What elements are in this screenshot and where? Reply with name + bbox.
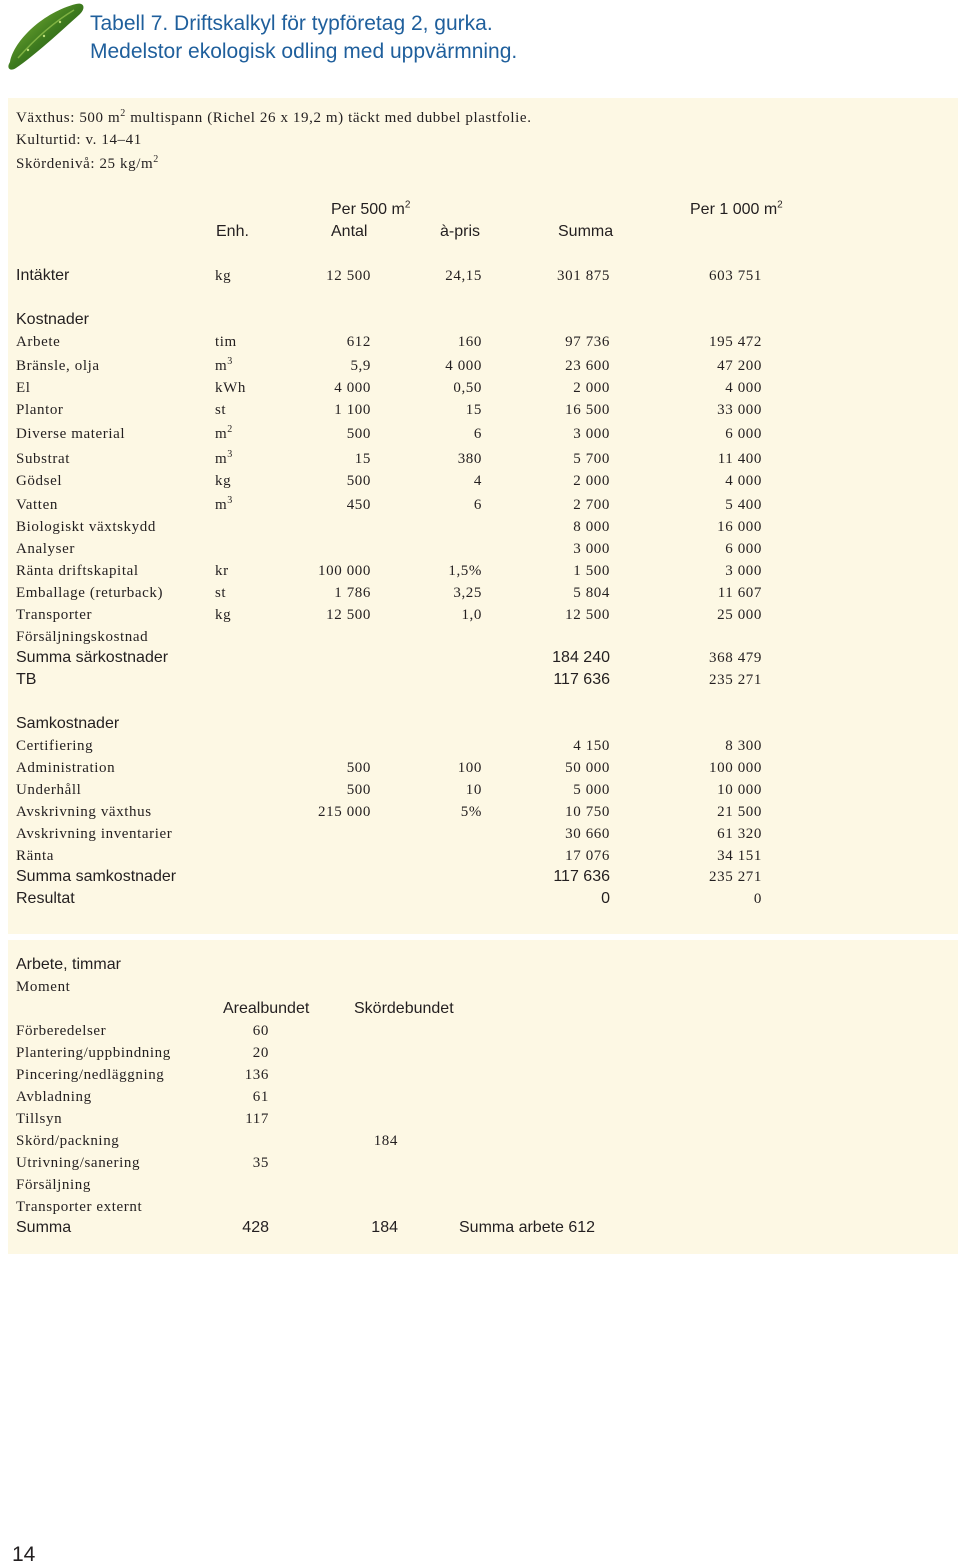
page-number: 14 (12, 1543, 36, 1566)
row-label: Diverse material (16, 426, 126, 442)
row-label: Avskrivning växthus (16, 804, 152, 820)
row-per1000: 195 472 (709, 334, 762, 350)
row-sum: 1 500 (573, 563, 610, 579)
header-quantity: Antal (331, 223, 368, 240)
row-per1000: 10 000 (717, 782, 762, 798)
header-per-500 (331, 200, 410, 220)
row-quantity: 1 100 (334, 402, 371, 418)
row-price: 15 (465, 402, 482, 418)
costs-heading: Kostnader (16, 311, 89, 328)
greenhouse-info (16, 108, 532, 128)
row-label: Försäljningskostnad (16, 629, 149, 645)
labour-row-area: 136 (244, 1067, 269, 1083)
row-sum: 5 804 (573, 585, 610, 601)
row-quantity: 5,9 (350, 358, 371, 374)
row-per1000: 21 500 (717, 804, 762, 820)
row-sum: 17 076 (565, 848, 610, 864)
row-per1000: 11 607 (717, 585, 762, 601)
labour-row-label: Pincering/nedläggning (16, 1067, 165, 1083)
row-sum: 4 150 (573, 738, 610, 754)
yield-level-sup: 2 (153, 154, 159, 165)
labour-row-area: 20 (252, 1045, 269, 1061)
header-per-1000-sup: 2 (777, 199, 783, 211)
row-per1000: 0 (753, 891, 762, 907)
row-label: Certifiering (16, 738, 94, 754)
row-price: 3,25 (453, 585, 482, 601)
row-sum: 2 700 (573, 497, 610, 513)
row-sum: 117 636 (553, 868, 610, 885)
row-quantity: 15 (354, 451, 371, 467)
labour-row-label: Försäljning (16, 1177, 91, 1193)
row-per1000: 5 400 (725, 497, 762, 513)
row-sum: 10 750 (565, 804, 610, 820)
greenhouse-text: Växthus: 500 m (16, 110, 121, 126)
title-line-1: Tabell 7. Driftskalkyl för typföretag 2, gurka. (90, 12, 493, 35)
yield-level (16, 154, 159, 174)
row-unit: kr (215, 563, 229, 579)
row-unit: kg (215, 607, 232, 623)
row-label: Transporter (16, 607, 93, 623)
row-price: 4 000 (445, 358, 482, 374)
row-sum: 3 000 (573, 426, 610, 442)
row-label: TB (16, 671, 37, 688)
row-unit-sup: 3 (227, 495, 233, 506)
page-title (90, 10, 517, 66)
header-per-1000-text: Per 1 000 m (690, 201, 778, 218)
row-price: 0,50 (453, 380, 482, 396)
row-sum: 8 000 (573, 519, 610, 535)
row-quantity: 215 000 (318, 804, 371, 820)
row-label: Emballage (returback) (16, 585, 164, 601)
labour-total-yield: 184 (371, 1219, 398, 1236)
row-label: El (16, 380, 31, 396)
labour-row-label: Förberedelser (16, 1023, 107, 1039)
labour-row-label: Plantering/uppbindning (16, 1045, 171, 1061)
row-label: Ränta driftskapital (16, 563, 139, 579)
row-quantity: 500 (346, 426, 371, 442)
row-unit: st (215, 585, 227, 601)
row-price: 5% (460, 804, 482, 820)
labour-row-label: Avbladning (16, 1089, 92, 1105)
row-sum: 23 600 (565, 358, 610, 374)
row-sum: 97 736 (565, 334, 610, 350)
row-per1000: 11 400 (717, 451, 762, 467)
row-per1000: 368 479 (709, 650, 762, 666)
row-sum: 30 660 (565, 826, 610, 842)
header-per-500-text: Per 500 m (331, 201, 405, 218)
row-unit: m (215, 358, 228, 374)
labour-row-label: Transporter externt (16, 1199, 143, 1215)
row-label: Arbete (16, 334, 61, 350)
row-per1000: 6 000 (725, 541, 762, 557)
header-unit: Enh. (216, 223, 249, 240)
row-price: 1,5% (448, 563, 482, 579)
row-label: Ränta (16, 848, 54, 864)
row-per1000: 33 000 (717, 402, 762, 418)
row-unit: tim (215, 334, 237, 350)
row-per1000: 4 000 (725, 380, 762, 396)
row-quantity: 500 (346, 782, 371, 798)
row-per1000: 34 151 (717, 848, 762, 864)
row-price: 4 (473, 473, 482, 489)
title-line-2: Medelstor ekologisk odling med uppvärmning. (90, 40, 518, 63)
row-quantity: 500 (346, 760, 371, 776)
row-sum: 184 240 (552, 649, 610, 666)
row-label: Substrat (16, 451, 70, 467)
row-label: Resultat (16, 890, 75, 907)
labour-total-note: Summa arbete 612 (459, 1219, 596, 1236)
row-per1000: 4 000 (725, 473, 762, 489)
row-price: 1,0 (461, 607, 482, 623)
labour-row-yield: 184 (373, 1133, 398, 1149)
row-sum: 5 700 (573, 451, 610, 467)
row-unit-sup: 3 (227, 449, 233, 460)
header-price: à-pris (440, 223, 481, 240)
row-quantity: 12 500 (326, 607, 371, 623)
row-price: 160 (457, 334, 482, 350)
labour-row-area: 60 (252, 1023, 269, 1039)
cucumber-illustration (4, 0, 86, 72)
header-per-500-sup: 2 (404, 199, 411, 211)
labour-col-yield: Skördebundet (354, 1000, 454, 1017)
row-unit: m (215, 497, 228, 513)
row-sum: 301 875 (557, 268, 610, 284)
row-label: Underhåll (16, 782, 82, 798)
row-unit: st (215, 402, 227, 418)
row-quantity: 12 500 (326, 268, 371, 284)
labour-total-area: 428 (242, 1219, 269, 1236)
greenhouse-text-rest: multispann (Richel 26 x 19,2 m) täckt med dubbel plastfolie. (125, 110, 532, 126)
row-sum: 50 000 (565, 760, 610, 776)
row-per1000: 8 300 (725, 738, 762, 754)
row-label: Plantor (16, 402, 64, 418)
row-quantity: 100 000 (318, 563, 371, 579)
labour-moment: Moment (16, 979, 71, 995)
labour-row-label: Skörd/packning (16, 1133, 120, 1149)
row-price: 6 (473, 426, 482, 442)
row-label: Analyser (16, 541, 75, 557)
row-quantity: 4 000 (334, 380, 371, 396)
row-quantity: 612 (346, 334, 371, 350)
row-per1000: 25 000 (717, 607, 762, 623)
labour-hours-panel (8, 940, 958, 1254)
row-sum: 5 000 (573, 782, 610, 798)
row-sum: 2 000 (573, 473, 610, 489)
row-label: Administration (16, 760, 116, 776)
row-price: 100 (457, 760, 482, 776)
row-unit: m (215, 426, 228, 442)
row-label: Summa särkostnader (16, 649, 169, 666)
row-label: Gödsel (16, 473, 63, 489)
culture-time: Kulturtid: v. 14–41 (16, 132, 142, 148)
row-unit-sup: 3 (227, 356, 233, 367)
labour-total-label: Summa (16, 1219, 72, 1236)
row-unit: kg (215, 473, 232, 489)
row-unit: kg (215, 268, 232, 284)
row-price: 6 (473, 497, 482, 513)
row-per1000: 235 271 (709, 869, 762, 885)
row-label: Avskrivning inventarier (16, 826, 173, 842)
row-sum: 2 000 (573, 380, 610, 396)
row-per1000: 47 200 (717, 358, 762, 374)
row-sum: 0 (601, 890, 610, 907)
header-per-1000 (690, 200, 783, 220)
row-per1000: 3 000 (725, 563, 762, 579)
row-per1000: 6 000 (725, 426, 762, 442)
greenhouse-sup: 2 (120, 108, 126, 119)
row-unit-sup: 2 (227, 424, 233, 435)
labour-row-label: Utrivning/sanering (16, 1155, 141, 1171)
row-per1000: 61 320 (717, 826, 762, 842)
row-sum: 3 000 (573, 541, 610, 557)
row-quantity: 450 (346, 497, 371, 513)
row-price: 24,15 (445, 268, 482, 284)
labour-row-label: Tillsyn (16, 1111, 63, 1127)
row-per1000: 235 271 (709, 672, 762, 688)
row-label: Bränsle, olja (16, 358, 100, 374)
row-quantity: 500 (346, 473, 371, 489)
row-unit: kWh (215, 380, 246, 396)
labour-row-area: 61 (252, 1089, 269, 1105)
row-label: Summa samkostnader (16, 868, 177, 885)
yield-level-text: Skördenivå: 25 kg/m (16, 156, 154, 172)
row-sum: 117 636 (553, 671, 610, 688)
row-unit: m (215, 451, 228, 467)
labour-row-area: 35 (252, 1155, 269, 1171)
row-per1000: 603 751 (709, 268, 762, 284)
row-sum: 12 500 (565, 607, 610, 623)
labour-col-area: Arealbundet (223, 1000, 310, 1017)
row-price: 10 (465, 782, 482, 798)
row-per1000: 16 000 (717, 519, 762, 535)
row-price: 380 (457, 451, 482, 467)
row-label: Intäkter (16, 267, 70, 284)
labour-heading: Arbete, timmar (16, 956, 121, 973)
row-sum: 16 500 (565, 402, 610, 418)
row-label: Biologiskt växtskydd (16, 519, 156, 535)
row-label: Vatten (16, 497, 58, 513)
labour-row-area: 117 (245, 1111, 269, 1127)
row-quantity: 1 786 (334, 585, 371, 601)
header-sum: Summa (558, 223, 614, 240)
joint-costs-heading: Samkostnader (16, 715, 120, 732)
row-per1000: 100 000 (709, 760, 762, 776)
